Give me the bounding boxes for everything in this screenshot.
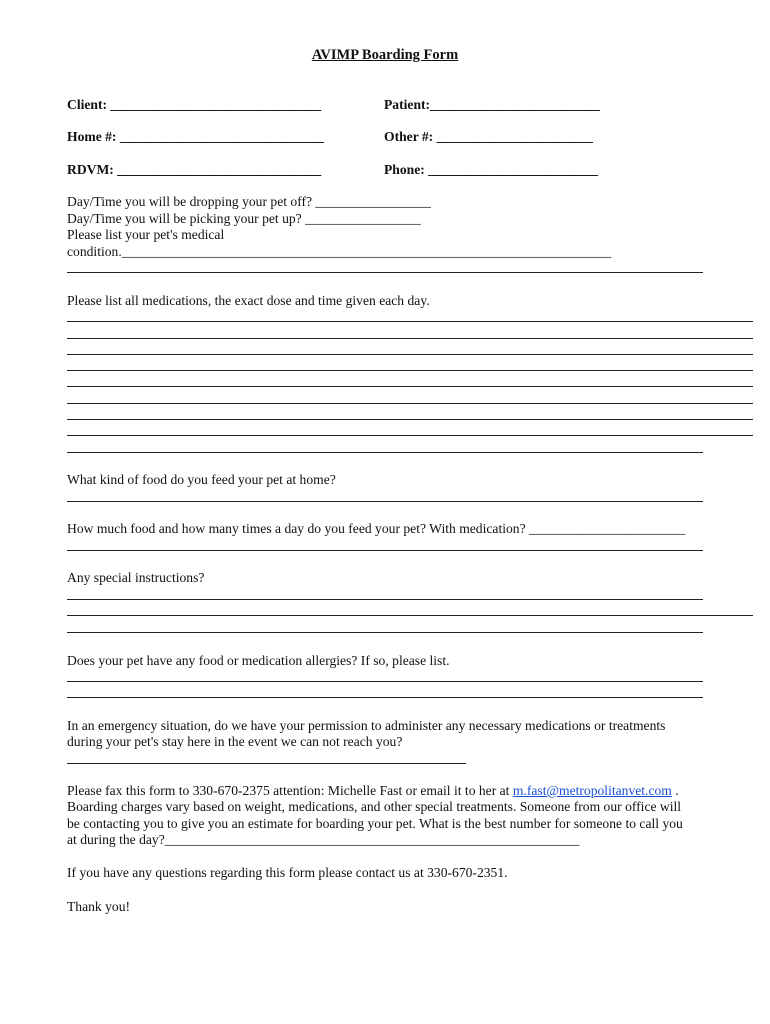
- pickup-question: Day/Time you will be picking your pet up? _________________: [67, 211, 421, 226]
- home-phone-field: Home #: ______________________________: [67, 129, 324, 144]
- contact-text: If you have any questions regarding this form please contact us at 330-670-2351.: [67, 865, 508, 880]
- phone-field: Phone: _________________________: [384, 162, 599, 177]
- allergies-question: Does your pet have any food or medication allergies? If so, please list.: [67, 653, 450, 668]
- blank-line: [67, 272, 703, 273]
- blank-line: [67, 763, 466, 764]
- food-question: What kind of food do you feed your pet at home?: [67, 472, 336, 487]
- rdvm-field: RDVM: ______________________________: [67, 162, 322, 177]
- blank-line: [67, 403, 753, 404]
- blank-line: [67, 615, 753, 616]
- emergency-question-cont: during your pet's stay here in the event we can not reach you?: [67, 734, 403, 749]
- blank-line: [67, 452, 703, 453]
- medications-question: Please list all medications, the exact dose and time given each day.: [67, 293, 430, 308]
- medical-condition-question: Please list your pet's medical: [67, 227, 225, 242]
- blank-line: [67, 338, 753, 339]
- special-instructions-question: Any special instructions?: [67, 570, 205, 585]
- form-title: AVIMP Boarding Form: [311, 47, 459, 63]
- blank-line: [67, 370, 753, 371]
- emergency-question: In an emergency situation, do we have your permission to administer any necessary medications or treatments: [67, 718, 666, 733]
- dropoff-question: Day/Time you will be dropping your pet off? _________________: [67, 194, 431, 209]
- patient-field: Patient:_________________________: [384, 97, 600, 112]
- email-link[interactable]: m.fast@metropolitanvet.com: [512, 783, 672, 798]
- blank-line: [67, 632, 703, 633]
- medical-condition-line: condition.________________________________________________________________________: [67, 244, 612, 259]
- blank-line: [67, 599, 703, 600]
- blank-line: [67, 501, 703, 502]
- boarding-charges-text: Boarding charges vary based on weight, medications, and other special treatments. Someone from our office will: [67, 799, 682, 814]
- blank-line: [67, 435, 753, 436]
- blank-line: [67, 354, 753, 355]
- daytime-number-line: at during the day?_____________________________________________________________: [67, 832, 580, 847]
- client-field: Client: _______________________________: [67, 97, 322, 112]
- blank-line: [67, 386, 753, 387]
- blank-line: [67, 321, 753, 322]
- food-amount-question: How much food and how many times a day do you feed your pet? With medication? _______________________: [67, 521, 686, 536]
- blank-line: [67, 697, 703, 698]
- blank-line: [67, 550, 703, 551]
- thank-you-text: Thank you!: [67, 899, 131, 914]
- blank-line: [67, 681, 703, 682]
- estimate-text: be contacting you to give you an estimate for boarding your pet. What is the best number for someone to call you: [67, 816, 683, 831]
- other-phone-field: Other #: _______________________: [384, 129, 593, 144]
- fax-instructions: Please fax this form to 330-670-2375 attention: Michelle Fast or email it to her at m.fast@metropolitanvet.com .: [67, 783, 679, 798]
- blank-line: [67, 419, 753, 420]
